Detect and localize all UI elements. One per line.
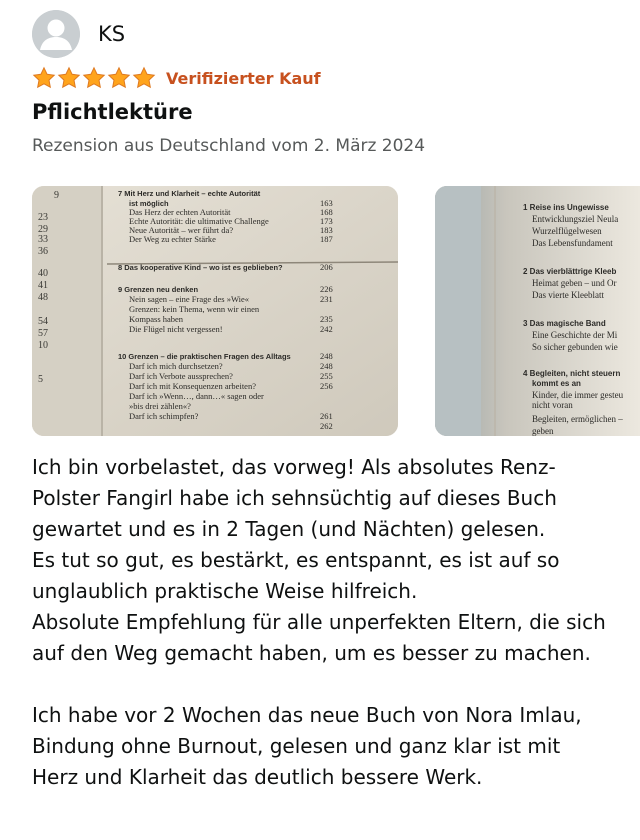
photo-text-line: Das Herz der echten Autorität bbox=[129, 207, 231, 217]
photo-page-number: 261 bbox=[320, 411, 333, 421]
photo-page-number: 40 bbox=[38, 268, 48, 279]
photo-text-line: Neue Autorität – wer führt da? bbox=[129, 225, 234, 235]
review-title[interactable]: Pflichtlektüre bbox=[32, 100, 193, 124]
star-rating[interactable] bbox=[32, 66, 157, 90]
photo-page-number: 256 bbox=[320, 381, 333, 391]
photo-page-number: 226 bbox=[320, 284, 333, 294]
avatar[interactable] bbox=[32, 10, 80, 58]
photo-text-line: nicht voran bbox=[532, 400, 573, 410]
photo-text-line: Darf ich mit Konsequenzen arbeiten? bbox=[129, 381, 256, 391]
reviewer-profile[interactable] bbox=[32, 10, 125, 58]
photo-page-number: 9 bbox=[54, 190, 59, 201]
photo-text-line: Begleiten, ermöglichen – bbox=[532, 414, 623, 424]
rating-row bbox=[32, 64, 321, 92]
photo-text-line: Grenzen: kein Thema, wenn wir einen bbox=[129, 304, 260, 314]
photo-text-line: Eine Geschichte der Mi bbox=[532, 330, 618, 340]
photo-text-line: Der Weg zu echter Stärke bbox=[129, 234, 216, 244]
photo-page-number: 33 bbox=[38, 234, 48, 245]
photo-text-line: 2 Das vierblättrige Kleeb bbox=[523, 267, 617, 276]
photo-text-line: ist möglich bbox=[129, 199, 169, 208]
photo-page-number: 10 bbox=[38, 340, 48, 351]
photo-text-line: 3 Das magische Band bbox=[523, 319, 606, 328]
photo-page-number: 231 bbox=[320, 294, 333, 304]
photo-page-number: 248 bbox=[320, 351, 333, 361]
photo-text-line: Entwicklungsziel Neula bbox=[532, 214, 619, 224]
photo-page-number: 29 bbox=[38, 224, 48, 235]
photo-page-number: 262 bbox=[320, 421, 333, 431]
photo-page-number: 173 bbox=[320, 216, 333, 226]
photo-page-number: 206 bbox=[320, 262, 333, 272]
photo-text-line: Das Lebensfundament bbox=[532, 238, 613, 248]
photo-text-line: 10 Grenzen – die praktischen Fragen des Alltags bbox=[118, 352, 291, 361]
photo-text-line: 1 Reise ins Ungewisse bbox=[523, 203, 609, 212]
photo-page-number: 183 bbox=[320, 225, 333, 235]
photo-1-image bbox=[32, 186, 398, 436]
photo-text-line: »bis drei zählen«? bbox=[129, 401, 191, 411]
reviewer-name[interactable]: KS bbox=[98, 22, 126, 46]
photo-page-number: 163 bbox=[320, 198, 333, 208]
photo-page-number: 187 bbox=[320, 234, 333, 244]
photo-page-number: 255 bbox=[320, 371, 333, 381]
photo-page-number: 23 bbox=[38, 212, 48, 223]
photo-page-number: 57 bbox=[38, 328, 48, 339]
photo-page-number: 54 bbox=[38, 316, 48, 327]
photo-text-line: Die Flügel nicht vergessen! bbox=[129, 324, 223, 334]
star-icon bbox=[32, 66, 56, 90]
photo-page-number: 242 bbox=[320, 324, 333, 334]
photo-page-number: 5 bbox=[38, 374, 43, 385]
photo-page-number: 168 bbox=[320, 207, 333, 217]
review-photos bbox=[32, 186, 640, 436]
photo-text-line: kommt es an bbox=[532, 379, 581, 388]
photo-text-line: Darf ich mich durchsetzen? bbox=[129, 361, 223, 371]
star-icon bbox=[132, 66, 156, 90]
user-silhouette-icon bbox=[32, 10, 80, 58]
photo-text-line: 7 Mit Herz und Klarheit – echte Autorität bbox=[118, 189, 261, 198]
photo-page-number: 248 bbox=[320, 361, 333, 371]
photo-page-number: 235 bbox=[320, 314, 333, 324]
photo-text-line: 8 Das kooperative Kind – wo ist es geblieben? bbox=[118, 263, 283, 272]
photo-2-image bbox=[435, 186, 640, 436]
photo-text-line: Kinder, die immer gesteu bbox=[532, 390, 624, 400]
review-body: Ich bin vorbelastet, das vorweg! Als absolutes Renz-Polster Fangirl habe ich sehnsüchtig auf dieses Buch gewartet und es in 2 Tagen (und Nächten) gelesen. Es tut so gut, es bestärkt, es entspannt, es ist auf so unglaublich praktische Weise hilfreich. Absolute Empfehlung für alle unperfekten Eltern, die sich auf den Weg gemacht haben, um es besser zu machen. Ich habe vor 2 Wochen das neue Buch von Nora Imlau, Bindung ohne Burnout, gelesen und ganz klar ist mit Herz und Klarheit das deutlich bessere Werk. bbox=[32, 455, 606, 789]
review-photo-2[interactable] bbox=[435, 186, 640, 436]
photo-text-line: Wurzelflügelwesen bbox=[532, 226, 602, 236]
photo-text-line: geben bbox=[532, 426, 554, 436]
photo-text-line: Darf ich schimpfen? bbox=[129, 411, 199, 421]
photo-text-line: Das vierte Kleeblatt bbox=[532, 290, 604, 300]
photo-text-line: Kompass haben bbox=[129, 314, 184, 324]
star-icon bbox=[107, 66, 131, 90]
photo-text-line: Heimat geben – und Or bbox=[532, 278, 617, 288]
photo-text-line: Darf ich Verbote aussprechen? bbox=[129, 371, 233, 381]
verified-purchase-badge: Verifizierter Kauf bbox=[166, 68, 321, 88]
photo-text-line: Darf ich »Wenn…, dann…« sagen oder bbox=[129, 391, 264, 401]
photo-page-number: 41 bbox=[38, 280, 48, 291]
photo-text-line: Echte Autorität: die ultimative Challenge bbox=[129, 216, 269, 226]
star-icon bbox=[57, 66, 81, 90]
photo-page-number: 36 bbox=[38, 246, 48, 257]
photo-text-line: Nein sagen – eine Frage des »Wie« bbox=[129, 294, 250, 304]
photo-text-line: 9 Grenzen neu denken bbox=[118, 285, 199, 294]
star-icon bbox=[82, 66, 106, 90]
photo-text-line: 4 Begleiten, nicht steuern bbox=[523, 369, 621, 378]
photo-page-number: 48 bbox=[38, 292, 48, 303]
review-photo-1[interactable] bbox=[32, 186, 398, 436]
photo-text-line: So sicher gebunden wie bbox=[532, 342, 618, 352]
review-meta: Rezension aus Deutschland vom 2. März 2024 bbox=[32, 136, 426, 156]
